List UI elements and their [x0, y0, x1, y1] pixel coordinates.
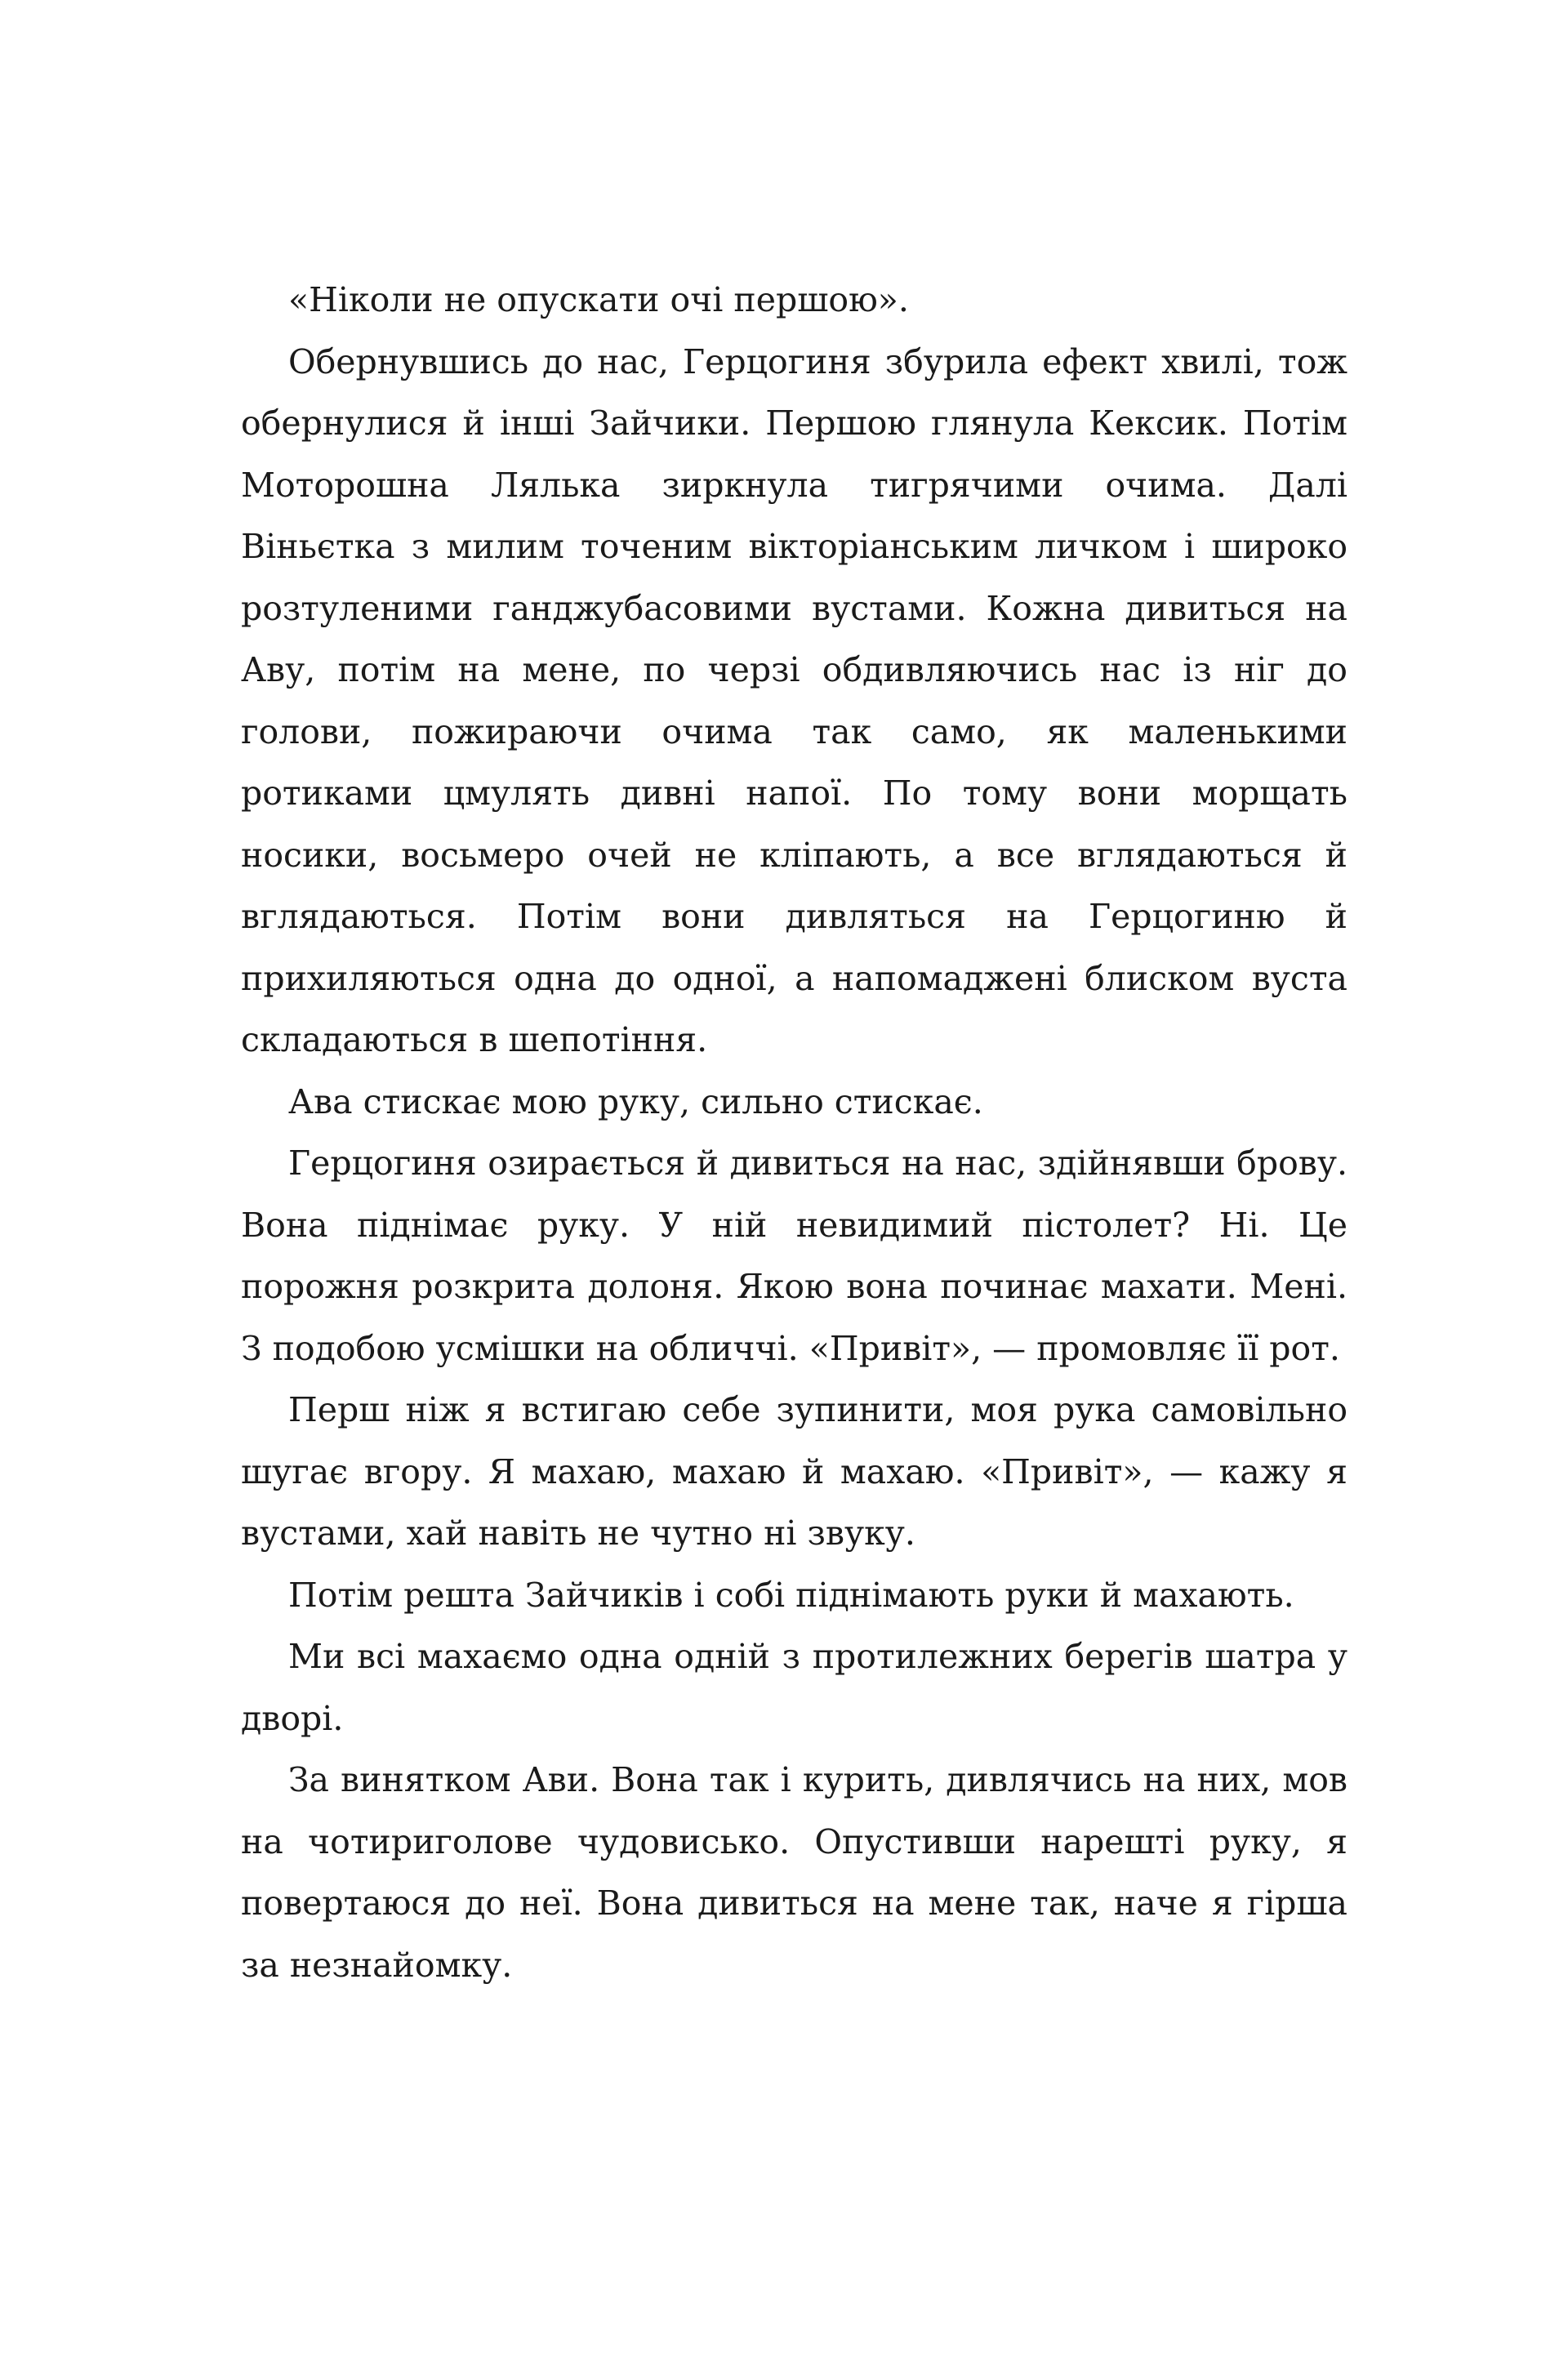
paragraph-6: Потім решта Зайчиків і собі піднімають руки й махають. — [288, 1575, 1294, 1615]
paragraph-5: Перш ніж я встигаю себе зупинити, моя рука самовільно шугає вгору. Я махаю, махаю й махаю. «Привіт», — кажу я вустами, хай навіть не чутно ні звуку. — [241, 1390, 1348, 1553]
page-text — [241, 270, 1348, 1996]
paragraph-7: Ми всі махаємо одна одній з протилежних берегів шатра у дворі. — [241, 1637, 1348, 1738]
paragraph-3: Ава стискає мою руку, сильно стискає. — [288, 1081, 983, 1121]
paragraph-4: Герцогиня озирається й дивиться на нас, здійнявши брову. Вона піднімає руку. У ній невидимий пістолет? Ні. Це порожня розкрита долоня. Якою вона починає махати. Мені. З подобою усмішки на обличчі. «Привіт», — промовляє її рот. — [241, 1143, 1348, 1368]
paragraph-2: Обернувшись до нас, Герцогиня збурила ефект хвилі, тож обернулися й інші Зайчики. Першою глянула Кексик. Потім Моторошна Лялька зиркнула тигрячими очима. Далі Віньєтка з милим точеним вікторіанським личком і широко розтуленими ганджубасовими вустами. Кожна дивиться на Аву, потім на мене, по черзі обдивляючись нас із ніг до голови, пожираючи очима так само, як маленькими ротиками цмулять дивні напої. По тому вони морщать носики, восьмеро очей не кліпають, а все вглядаються й вглядаються. Потім вони дивляться на Герцогиню й прихиляються одна до одної, а напомаджені блиском вуста складаються в шепотіння. — [241, 341, 1348, 1059]
paragraph-1: «Ніколи не опускати очі першою». — [288, 280, 909, 319]
paragraph-8: За винятком Ави. Вона так і курить, дивлячись на них, мов на чотириголове чудовисько. Опустивши нарешті руку, я повертаюся до неї. Вона дивиться на мене так, наче я гірша за незнайомку. — [241, 1760, 1348, 1985]
